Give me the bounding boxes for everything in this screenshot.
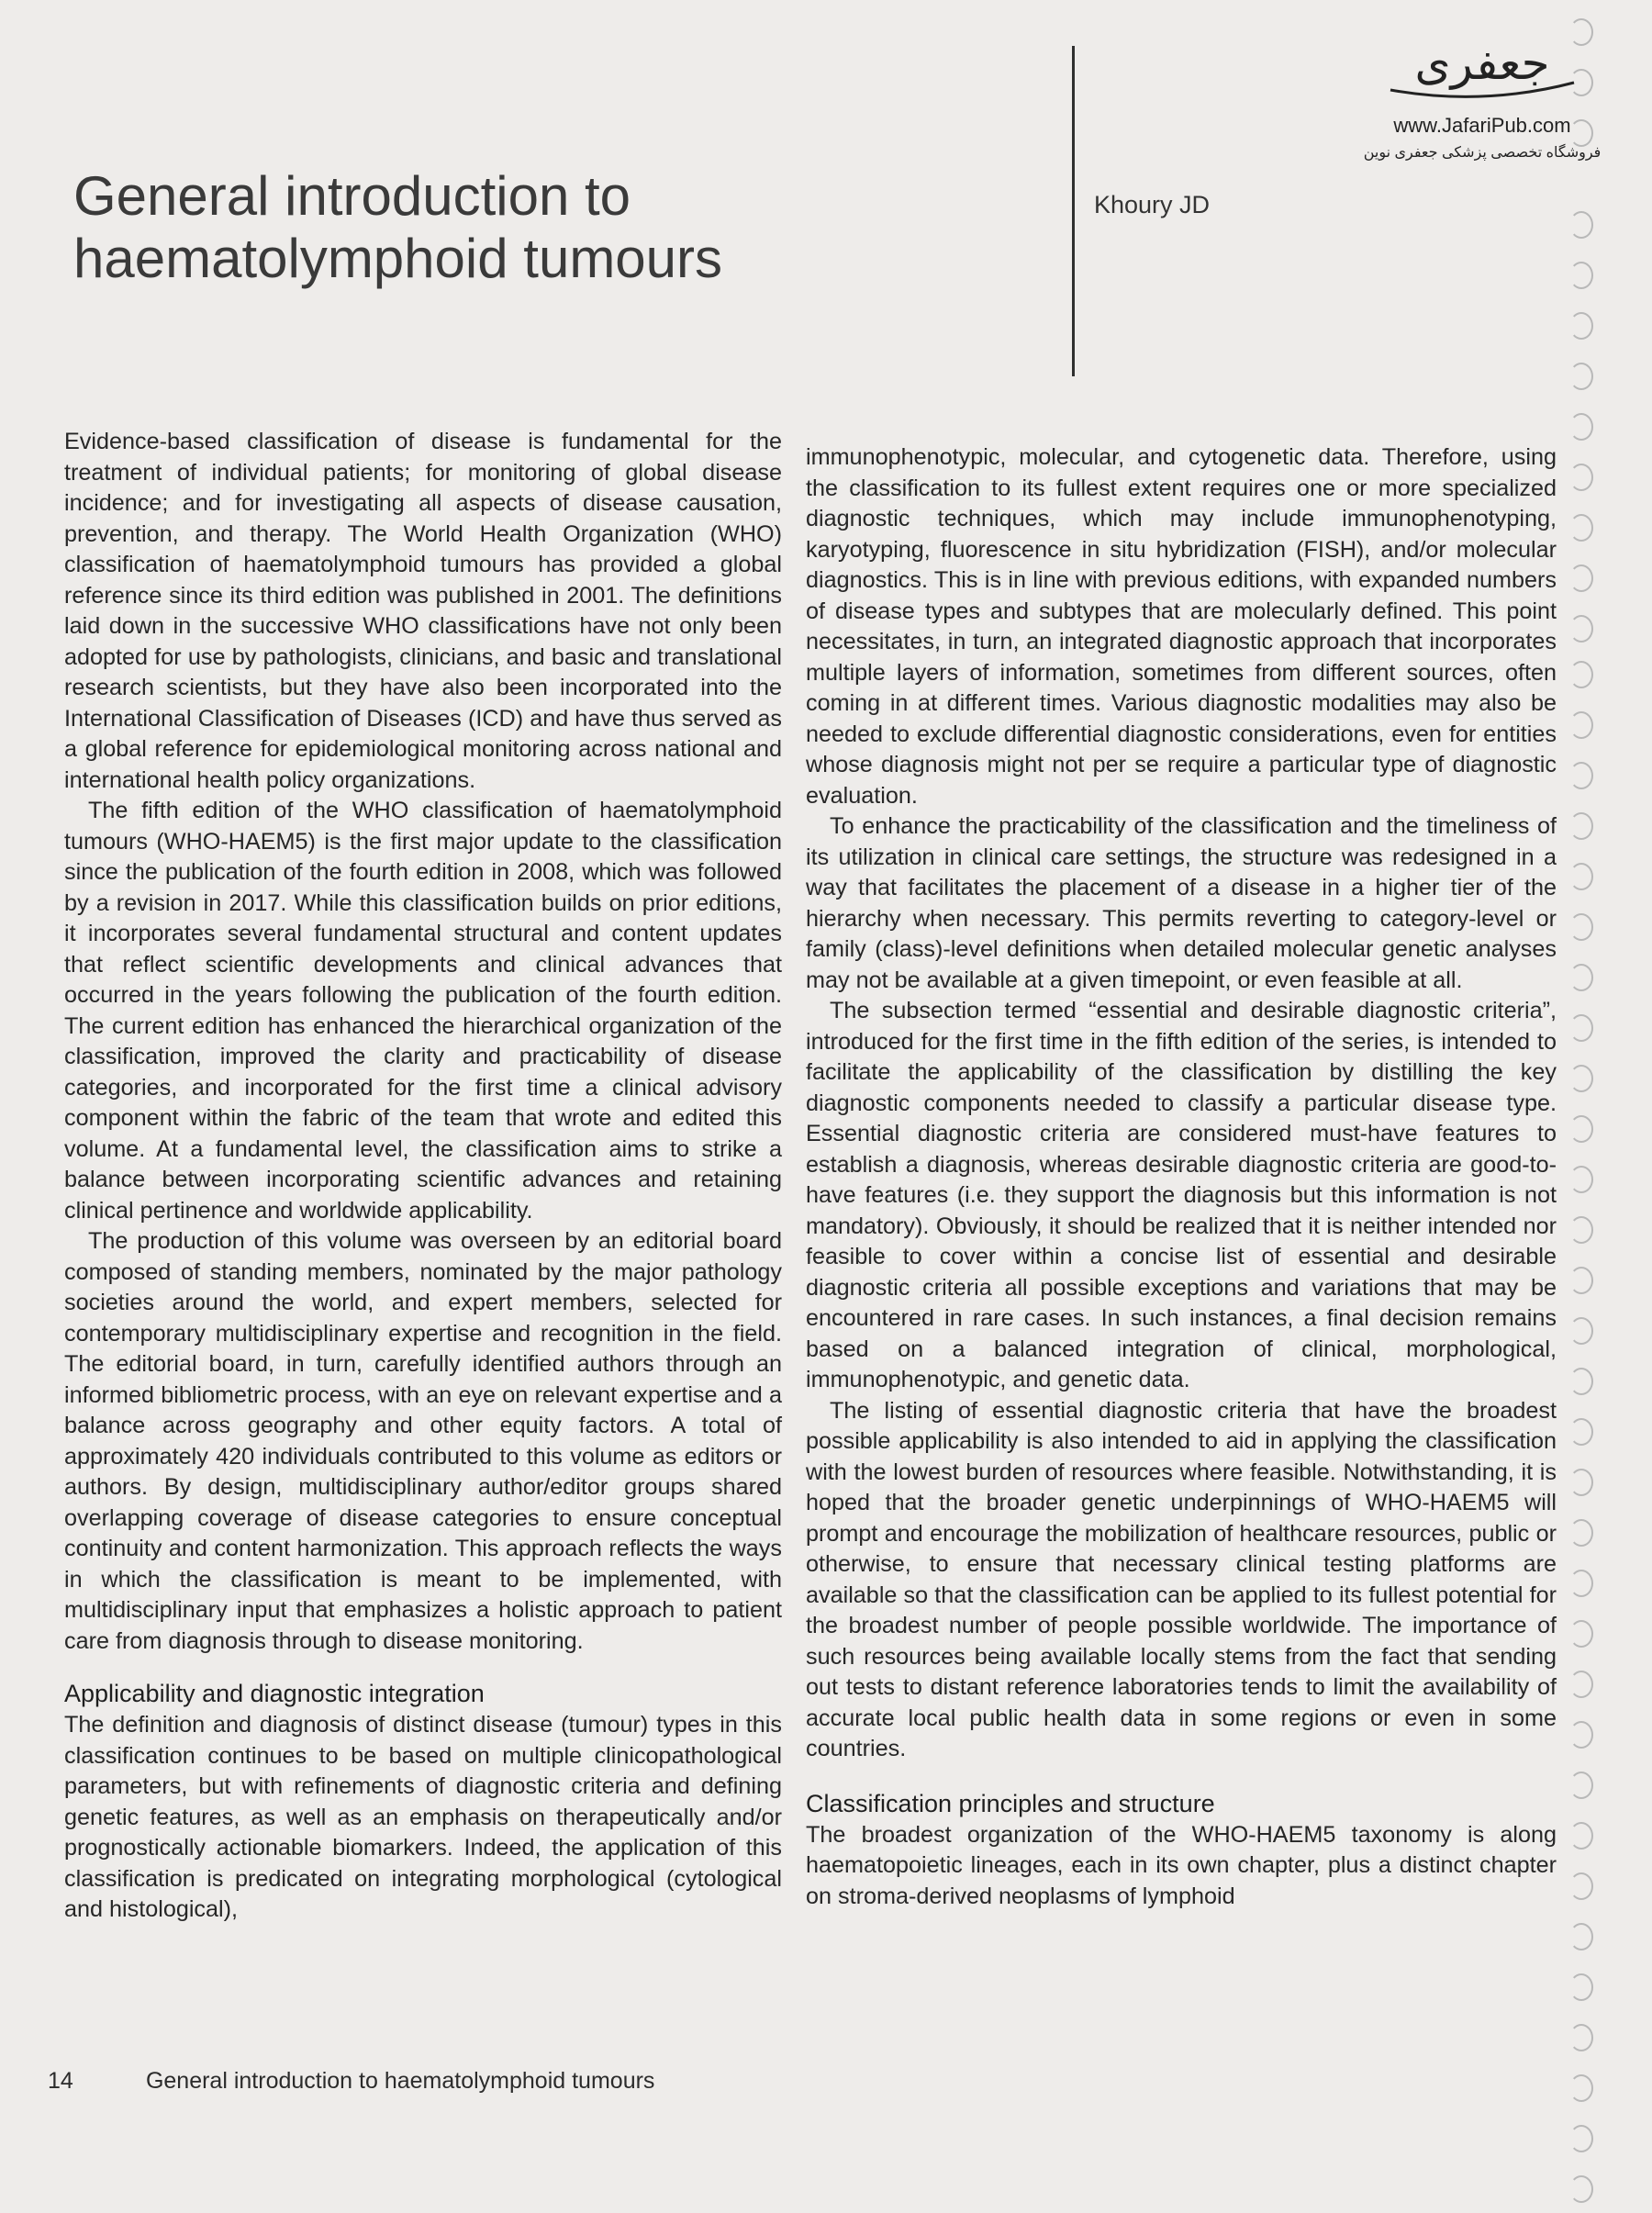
paragraph: The subsection termed “essential and desirable diagnostic criteria”, introduced for the first time in the fifth edition of the series, is intended to facilitate the applicability of the classification by distilling the key diagnostic components needed to classify a particular disease type. Essential diagnostic criteria are considered must-have features to establish a diagnosis, whereas desirable diagnostic criteria are good-to-have features (i.e. they support the diagnosis but this information is not mandatory). Obviously, it should be realized that it is neither intended nor feasible to cover within a concise list of essential and desirable diagnostic criteria all possible exceptions and variations that may be encountered in rare cases. In such instances, a final decision remains based on a balanced integration of clinical, morphological, immunophenotypic, and genetic data. [806,998,1557,1392]
binding-hole [1569,615,1593,643]
binding-hole [1569,1772,1593,1799]
binding-hole [1569,1620,1593,1648]
vertical-rule [1072,46,1075,376]
binding-hole [1569,1671,1593,1698]
binding-hole [1569,1469,1593,1496]
binding-hole [1569,1418,1593,1446]
binding-hole [1569,514,1593,542]
paragraph: immunophenotypic, molecular, and cytogenetic data. Therefore, using the classification to its fullest extent requires one or more specialized diagnostic techniques, which may include immunophenotyping, karyotyping, fluorescence in situ hybridization (FISH), and/or molecular diagnostics. This is in line with previous editions, with expanded numbers of disease types and subtypes that are molecularly defined. This point necessitates, in turn, an integrated diagnostic approach that incorporates multiple layers of information, sometimes from different sources, often coming in at different times. Various diagnostic modalities may also be needed to exclude differential diagnostic considerations, even for entities whose diagnosis might not per se require a particular type of diagnostic evaluation. [806,444,1557,809]
binding-hole [1569,2175,1593,2203]
binding-hole [1569,18,1593,46]
binding-hole [1569,464,1593,491]
section-heading-classification: Classification principles and structure [806,1789,1215,1817]
binding-hole [1569,119,1593,147]
binding-hole [1569,1822,1593,1850]
paragraph: The definition and diagnosis of distinct disease (tumour) types in this classification continues to be based on multiple clinicopathological parameters, but with refinements of diagnostic criteria and defining genetic features, as well as an emphasis on therapeutically and/or prognostically actionable biomarkers. Indeed, the application of this classification is predicated on integrating morphological (cytological and histological), [64,1712,782,1922]
binding-hole [1569,413,1593,441]
binding-hole [1569,1065,1593,1092]
binding-holes [1569,0,1624,2213]
binding-hole [1569,1267,1593,1294]
binding-hole [1569,964,1593,991]
chapter-title-line-2: haematolymphoid tumours [73,228,723,289]
binding-hole [1569,863,1593,890]
binding-hole [1569,1368,1593,1395]
binding-hole [1569,1216,1593,1244]
binding-hole [1569,1570,1593,1597]
binding-hole [1569,711,1593,739]
binding-hole [1569,661,1593,688]
paragraph: The fifth edition of the WHO classification of haematolymphoid tumours (WHO-HAEM5) is the first major update to the classification since the publication of the fourth edition in 2008, which was followed by a revision in 2017. While this classification builds on prior editions, it incorporates several fundamental structural and content updates that reflect scientific developments and clinical advances that occurred in the years following the publication of the fourth edition. The current edition has enhanced the hierarchical organization of the classification, improved the clarity and practicability of disease categories, and incorporated for the first time a clinical advisory component within the fabric of the team that wrote and edited this volume. At a fundamental level, the classification aims to strike a balance between incorporating scientific advances and retaining clinical pertinence and worldwide applicability. [64,798,782,1224]
binding-hole [1569,762,1593,789]
author-name: Khoury JD [1094,191,1211,218]
binding-hole [1569,812,1593,840]
binding-hole [1569,2024,1593,2051]
binding-hole [1569,1721,1593,1749]
binding-hole [1569,262,1593,289]
page-footer [48,2068,654,2095]
binding-hole [1569,1973,1593,2001]
binding-hole [1569,1317,1593,1345]
chapter-title-line-1: General introduction to [73,165,631,227]
paragraph: To enhance the practicability of the classification and the timeliness of its utilization in clinical care settings, the structure was redesigned in a way that facilitates the placement of a disease in a higher tier of the hierarchy when necessary. This permits reverting to category-level or family (class)-level definitions when detailed molecular genetic analyses may not be available at a given timepoint, or even feasible at all. [806,813,1557,993]
binding-hole [1569,312,1593,340]
running-title: General introduction to haematolymphoid tumours [145,2068,655,2094]
publisher-caption: فروشگاه تخصصی پزشکی جعفری نوین [1363,145,1602,161]
binding-hole [1569,211,1593,239]
paragraph: Evidence-based classification of disease is fundamental for the treatment of individual patients; for monitoring of global disease incidence; and for investigating all aspects of disease causation, prevention, and therapy. The World Health Organization (WHO) classification of haematolymphoid tumours has provided a global reference since its third edition was published in 2001. The definitions laid down in the successive WHO classifications have not only been adopted for use by pathologists, clinicians, and basic and translational research scientists, but they have also been incorporated into the International Classification of Diseases (ICD) and have thus served as a global reference for epidemiological monitoring across national and international health policy organizations. [64,429,782,793]
paragraph: The listing of essential diagnostic criteria that have the broadest possible applicability is also intended to aid in applying the classification with the lowest burden of resources where feasible. Notwithstanding, it is hoped that the broader genetic underpinnings of WHO-HAEM5 will prompt and encourage the mobilization of healthcare resources, public or otherwise, to ensure that necessary clinical testing platforms are available so that the classification can be applied to its fullest potential for the broadest number of people possible worldwide. The importance of such resources being available locally stems from the fact that sending out tests to distant reference laboratories tends to limit the availability of accurate local public health data in some regions or even in some countries. [806,1397,1557,1761]
publisher-logo-text: جعفری [1414,37,1550,90]
binding-hole [1569,1014,1593,1042]
page-number: 14 [48,2068,73,2094]
binding-hole [1569,913,1593,941]
binding-hole [1569,2125,1593,2152]
paragraph: The broadest organization of the WHO-HAEM5 taxonomy is along haematopoietic lineages, each in its own chapter, plus a distinct chapter on stroma-derived neoplasms of lymphoid [806,1821,1557,1909]
chapter-title [73,165,991,290]
binding-hole [1569,363,1593,390]
section-heading-applicability: Applicability and diagnostic integration [64,1680,485,1707]
left-column [64,427,782,1926]
publisher-url: www.JafariPub.com [1393,114,1571,137]
binding-hole [1569,69,1593,96]
binding-hole [1569,2074,1593,2102]
binding-hole [1569,564,1593,592]
binding-hole [1569,1166,1593,1193]
binding-hole [1569,1872,1593,1900]
binding-hole [1569,1115,1593,1143]
right-column [806,442,1557,1912]
binding-hole [1569,1923,1593,1950]
publisher-logo [1372,18,1592,110]
paragraph: The production of this volume was overseen by an editorial board composed of standing members, nominated by the major pathology societies around the world, and expert members, selected for contemporary multidisciplinary expertise and recognition in the field. The editorial board, in turn, carefully identified authors through an informed bibliometric process, with an eye on relevant expertise and a balance across geography and other equity factors. A total of approximately 420 individuals contributed to this volume as editors or authors. By design, multidisciplinary author/editor groups shared overlapping coverage of disease categories to ensure conceptual continuity and content harmonization. This approach reflects the ways in which the classification is meant to be implemented, with multidisciplinary input that emphasizes a holistic approach to patient care from diagnosis through to disease monitoring. [64,1228,782,1654]
binding-hole [1569,1519,1593,1547]
